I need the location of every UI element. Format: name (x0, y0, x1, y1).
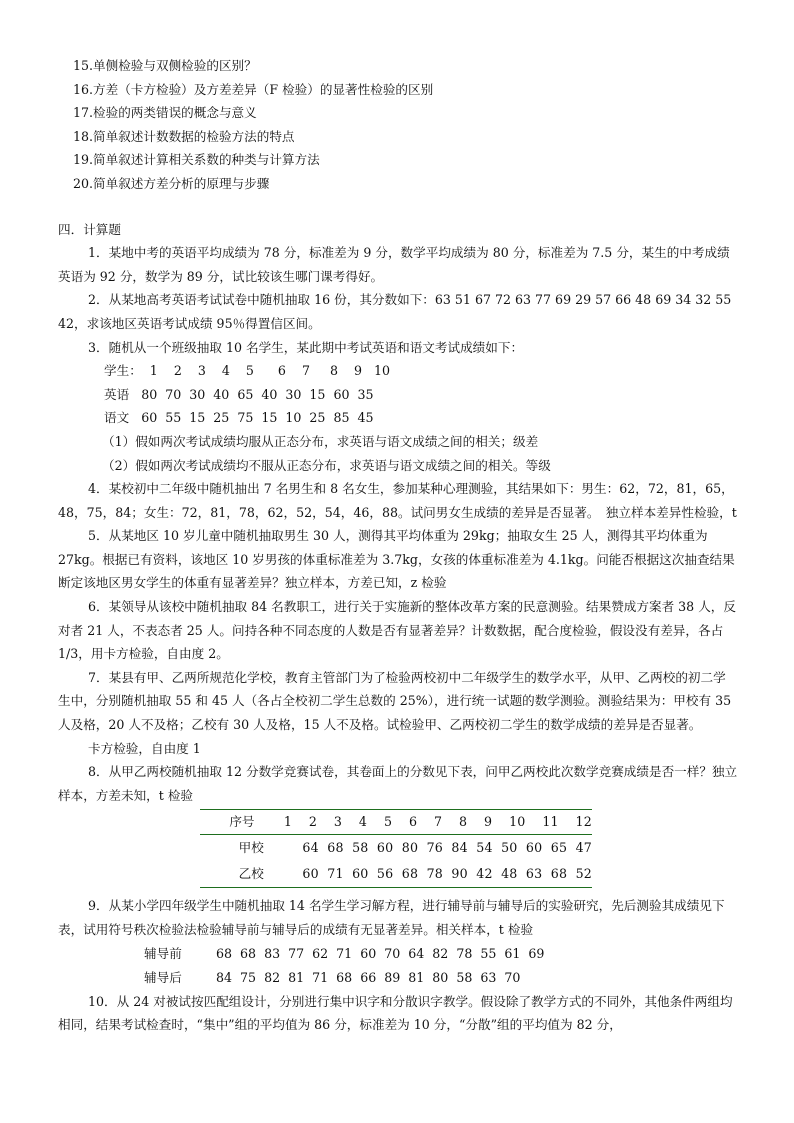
table-row (200, 861, 592, 887)
table-row-label: 乙校 (238, 866, 264, 882)
section-title: 四．计算题 (58, 221, 121, 237)
list-item: 15.单侧检验与双侧检验的区别？ (73, 58, 257, 73)
table-header-values: 1 2 3 4 5 6 7 8 9 10 11 12 (283, 814, 592, 830)
question-6: 6．某领导从该校中随机抽取 84 名教职工，进行关于实施新的整体改革方案的民意测验。结果赞成方案者 38 人，反对者 21 人，不表态者 25 人。问持各种不同态度的人数是否有显著差异？计数数据，配合度检验，假设没有差异，各占 1/3，用卡方检验，自由度 2。 (58, 599, 736, 662)
list-item: 17.检验的两类错误的概念与意义 (73, 105, 257, 121)
q3-chinese-row: 语文 60 55 15 25 75 15 10 25 85 45 (104, 410, 374, 426)
question-7: 7．某县有甲、乙两所规范化学校，教育主管部门为了检验两校初中二年级学生的数学水平，从甲、乙两校的初二学生中，分别随机抽取 55 和 45 人（各占全校初二学生总数的 25%），进行统一试题的数学测验。测验结果为：甲校有 35 人及格，20 人不及格；乙校有 30 人及格，15 人不及格。试检验甲、乙两校初二学生的数学成绩的差异是否显著。 (58, 669, 732, 733)
table-row (144, 942, 738, 966)
question-9: 9．从某小学四年级学生中随机抽取 14 名学生学习解方程，进行辅导前与辅导后的实验研究，先后测验其成绩见下表，试用符号秩次检验法检验辅导前与辅导后的成绩有无显著差异。相关样本，t 检验 (58, 898, 725, 937)
table-header-row (200, 810, 592, 834)
question-3: 3．随机从一个班级抽取 10 名学生，某此期中考试英语和语文考试成绩如下： (88, 339, 524, 355)
question-5: 5．从某地区 10 岁儿童中随机抽取男生 30 人，测得其平均体重为 29kg；抽取女生 25 人，测得其平均体重为 27kg。根据已有资料，该地区 10 岁男孩的体重标准差为 3.7kg，女孩的体重标准差为 4.1kg。问能否根据这次抽查结果断定该地区男女学生的体重有显著差异？独立样本，方差已知，z 检验 (58, 528, 735, 591)
q7-note: 卡方检验，自由度 1 (88, 740, 201, 756)
q3-sub-1: （1）假如两次考试成绩均服从正态分布，求英语与语文成绩之间的相关；级差 (102, 433, 539, 449)
table-row-values: 68 68 83 77 62 71 60 70 64 82 78 55 61 69 (216, 945, 545, 961)
question-10: 10．从 24 对被试按匹配组设计，分别进行集中识字和分散识字教学。假设除了教学方式的不同外，其他条件两组均相同，结果考试检查时，“集中”组的平均值为 86 分，标准差为 10 分，“分散”组的平均值为 82 分， (58, 993, 733, 1033)
table-row-values: 60 71 60 56 68 78 90 42 48 63 68 52 (302, 866, 592, 882)
table-row-values: 64 68 58 60 80 76 84 54 50 60 65 47 (302, 840, 592, 856)
table-row-values: 84 75 82 81 71 68 66 89 81 80 58 63 70 (216, 969, 521, 985)
document-page (58, 54, 738, 1037)
table-row-label: 甲校 (238, 840, 264, 856)
question-2: 2．从某地高考英语考试试卷中随机抽取 16 份，其分数如下：63 51 67 72 63 77 69 29 57 66 48 69 34 32 55 42，求该地区英语考试成绩 95％得置信区间。 (58, 292, 732, 331)
q3-english-row: 英语 80 70 30 40 65 40 30 15 60 35 (104, 386, 374, 402)
question-8: 8．从甲乙两校随机抽取 12 分数学竞赛试卷，其卷面上的分数见下表，问甲乙两校此次数学竞赛成绩是否一样？独立样本，方差未知，t 检验 (58, 764, 738, 803)
table-header-label: 序号 (229, 814, 255, 830)
list-item: 20.简单叙述方差分析的原理与步骤 (73, 175, 270, 191)
q8-score-table (200, 809, 592, 888)
q9-score-table (144, 942, 738, 990)
list-item: 19.简单叙述计算相关系数的种类与计算方法 (73, 152, 320, 168)
question-1: 1．某地中考的英语平均成绩为 78 分，标准差为 9 分，数学平均成绩为 80 分，标准差为 7.5 分，某生的中考成绩英语为 92 分，数学为 89 分，试比较该生哪门课考得好。 (58, 245, 730, 284)
q3-students-row: 学生： 1 2 3 4 5 6 7 8 9 10 (104, 363, 391, 379)
table-row (144, 966, 738, 990)
list-item: 18.简单叙述计数数据的检验方法的特点 (73, 128, 295, 144)
table-row-label: 辅导后 (144, 969, 182, 985)
list-item: 16.方差（卡方检验）及方差差异（F 检验）的显著性检验的区别 (73, 81, 434, 97)
table-row (200, 834, 592, 861)
q3-sub-2: （2）假如两次考试成绩均不服从正态分布，求英语与语文成绩之间的相关。等级 (102, 457, 551, 473)
table-row-label: 辅导前 (144, 945, 182, 961)
question-4: 4．某校初中二年级中随机抽出 7 名男生和 8 名女生，参加某种心理测验，其结果如下：男生：62，72，81，65，48，75，84；女生：72，81，78，62，52，54，46，88。试问男女生成绩的差异是否显著。 独立样本差异性检验，t (58, 481, 737, 520)
